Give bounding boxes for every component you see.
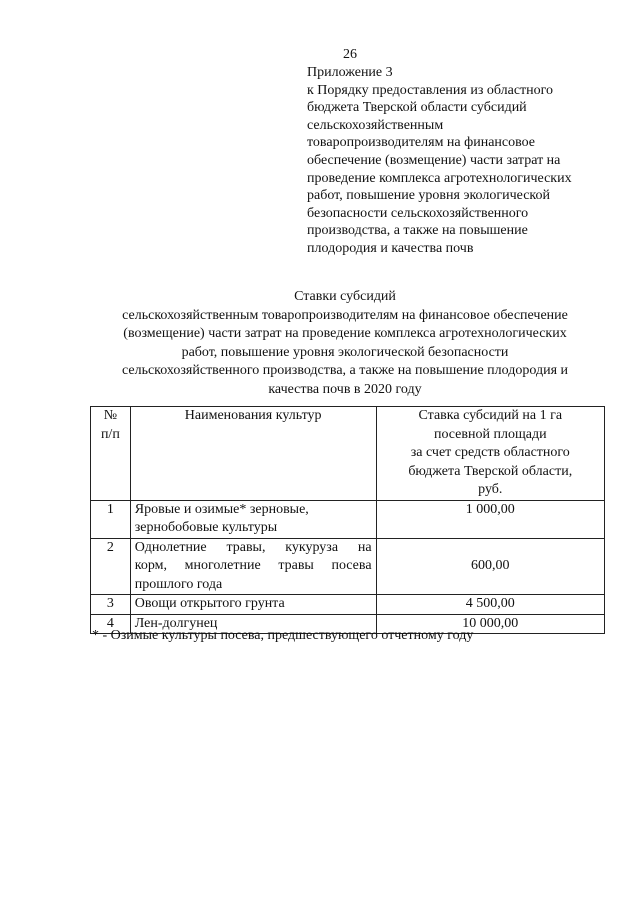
title-line: (возмещение) части затрат на проведение комплекса агротехнологических — [123, 326, 567, 341]
document-title — [80, 288, 610, 399]
appendix-line: производства, а также на повышение — [307, 223, 528, 239]
title-line: качества почв в 2020 году — [268, 381, 422, 397]
header-rate-line: руб. — [478, 482, 503, 497]
row-num: 3 — [91, 595, 131, 615]
subsidy-rates-table — [90, 406, 605, 634]
title-line: Ставки субсидий — [294, 289, 396, 304]
row-num: 2 — [91, 538, 131, 595]
header-num-line: п/п — [100, 426, 120, 442]
row-name-line: корм, многолетние травы посева — [134, 558, 372, 573]
row-num: 4 — [91, 614, 131, 634]
row-name — [130, 538, 376, 595]
header-num — [91, 407, 131, 501]
row-name-line: Лен-долгунец — [134, 615, 218, 631]
appendix-line: проведение комплекса агротехнологических — [307, 170, 572, 186]
appendix-line: товаропроизводителям на финансовое — [307, 135, 536, 151]
title-line: сельскохозяйственным товаропроизводителям на финансовое обеспечение — [122, 307, 568, 323]
header-rate-line: за счет средств областного — [410, 445, 570, 460]
row-name — [130, 595, 376, 615]
row-name-line: Однолетние травы, кукуруза на — [134, 539, 372, 555]
appendix-header — [307, 64, 607, 258]
appendix-line: сельскохозяйственным — [307, 117, 444, 133]
header-rate-line: посевной площади — [433, 426, 547, 442]
table-row — [91, 538, 605, 595]
title-line: сельскохозяйственного производства, а также на повышение плодородия и — [122, 363, 568, 378]
appendix-line: безопасности сельскохозяйственного — [307, 205, 529, 221]
table-row — [91, 500, 605, 538]
row-name-line: прошлого года — [134, 576, 223, 592]
appendix-line: к Порядку предоставления из областного — [307, 82, 554, 98]
appendix-line: Приложение 3 — [307, 65, 393, 80]
row-num: 1 — [91, 500, 131, 538]
header-rate-line: Ставка субсидий на 1 га — [418, 408, 563, 423]
page-number: 26 — [343, 47, 357, 62]
row-name — [130, 500, 376, 538]
row-rate: 4 500,00 — [376, 595, 604, 615]
header-num-line: № — [103, 408, 118, 423]
table-row — [91, 595, 605, 615]
header-name: Наименования культур — [130, 407, 376, 501]
row-rate: 10 000,00 — [376, 614, 604, 634]
appendix-line: обеспечение (возмещение) части затрат на — [307, 152, 561, 168]
appendix-line: бюджета Тверской области субсидий — [307, 100, 527, 116]
appendix-line: плодородия и качества почв — [307, 240, 474, 256]
header-rate-line: бюджета Тверской области, — [408, 463, 573, 479]
row-rate: 1 000,00 — [376, 500, 604, 538]
row-name-line: Яровые и озимые* зерновые, — [134, 501, 309, 517]
row-rate: 600,00 — [376, 538, 604, 595]
footnote: * - Озимые культуры посева, предшествующего отчетному году — [92, 628, 474, 643]
header-rate — [376, 407, 604, 501]
row-name-line: Овощи открытого грунта — [134, 596, 285, 611]
appendix-line: работ, повышение уровня экологической — [307, 188, 550, 204]
table-header-row — [91, 407, 605, 501]
row-name-line: зернобобовые культуры — [134, 520, 278, 535]
title-line: работ, повышение уровня экологической безопасности — [181, 344, 509, 360]
